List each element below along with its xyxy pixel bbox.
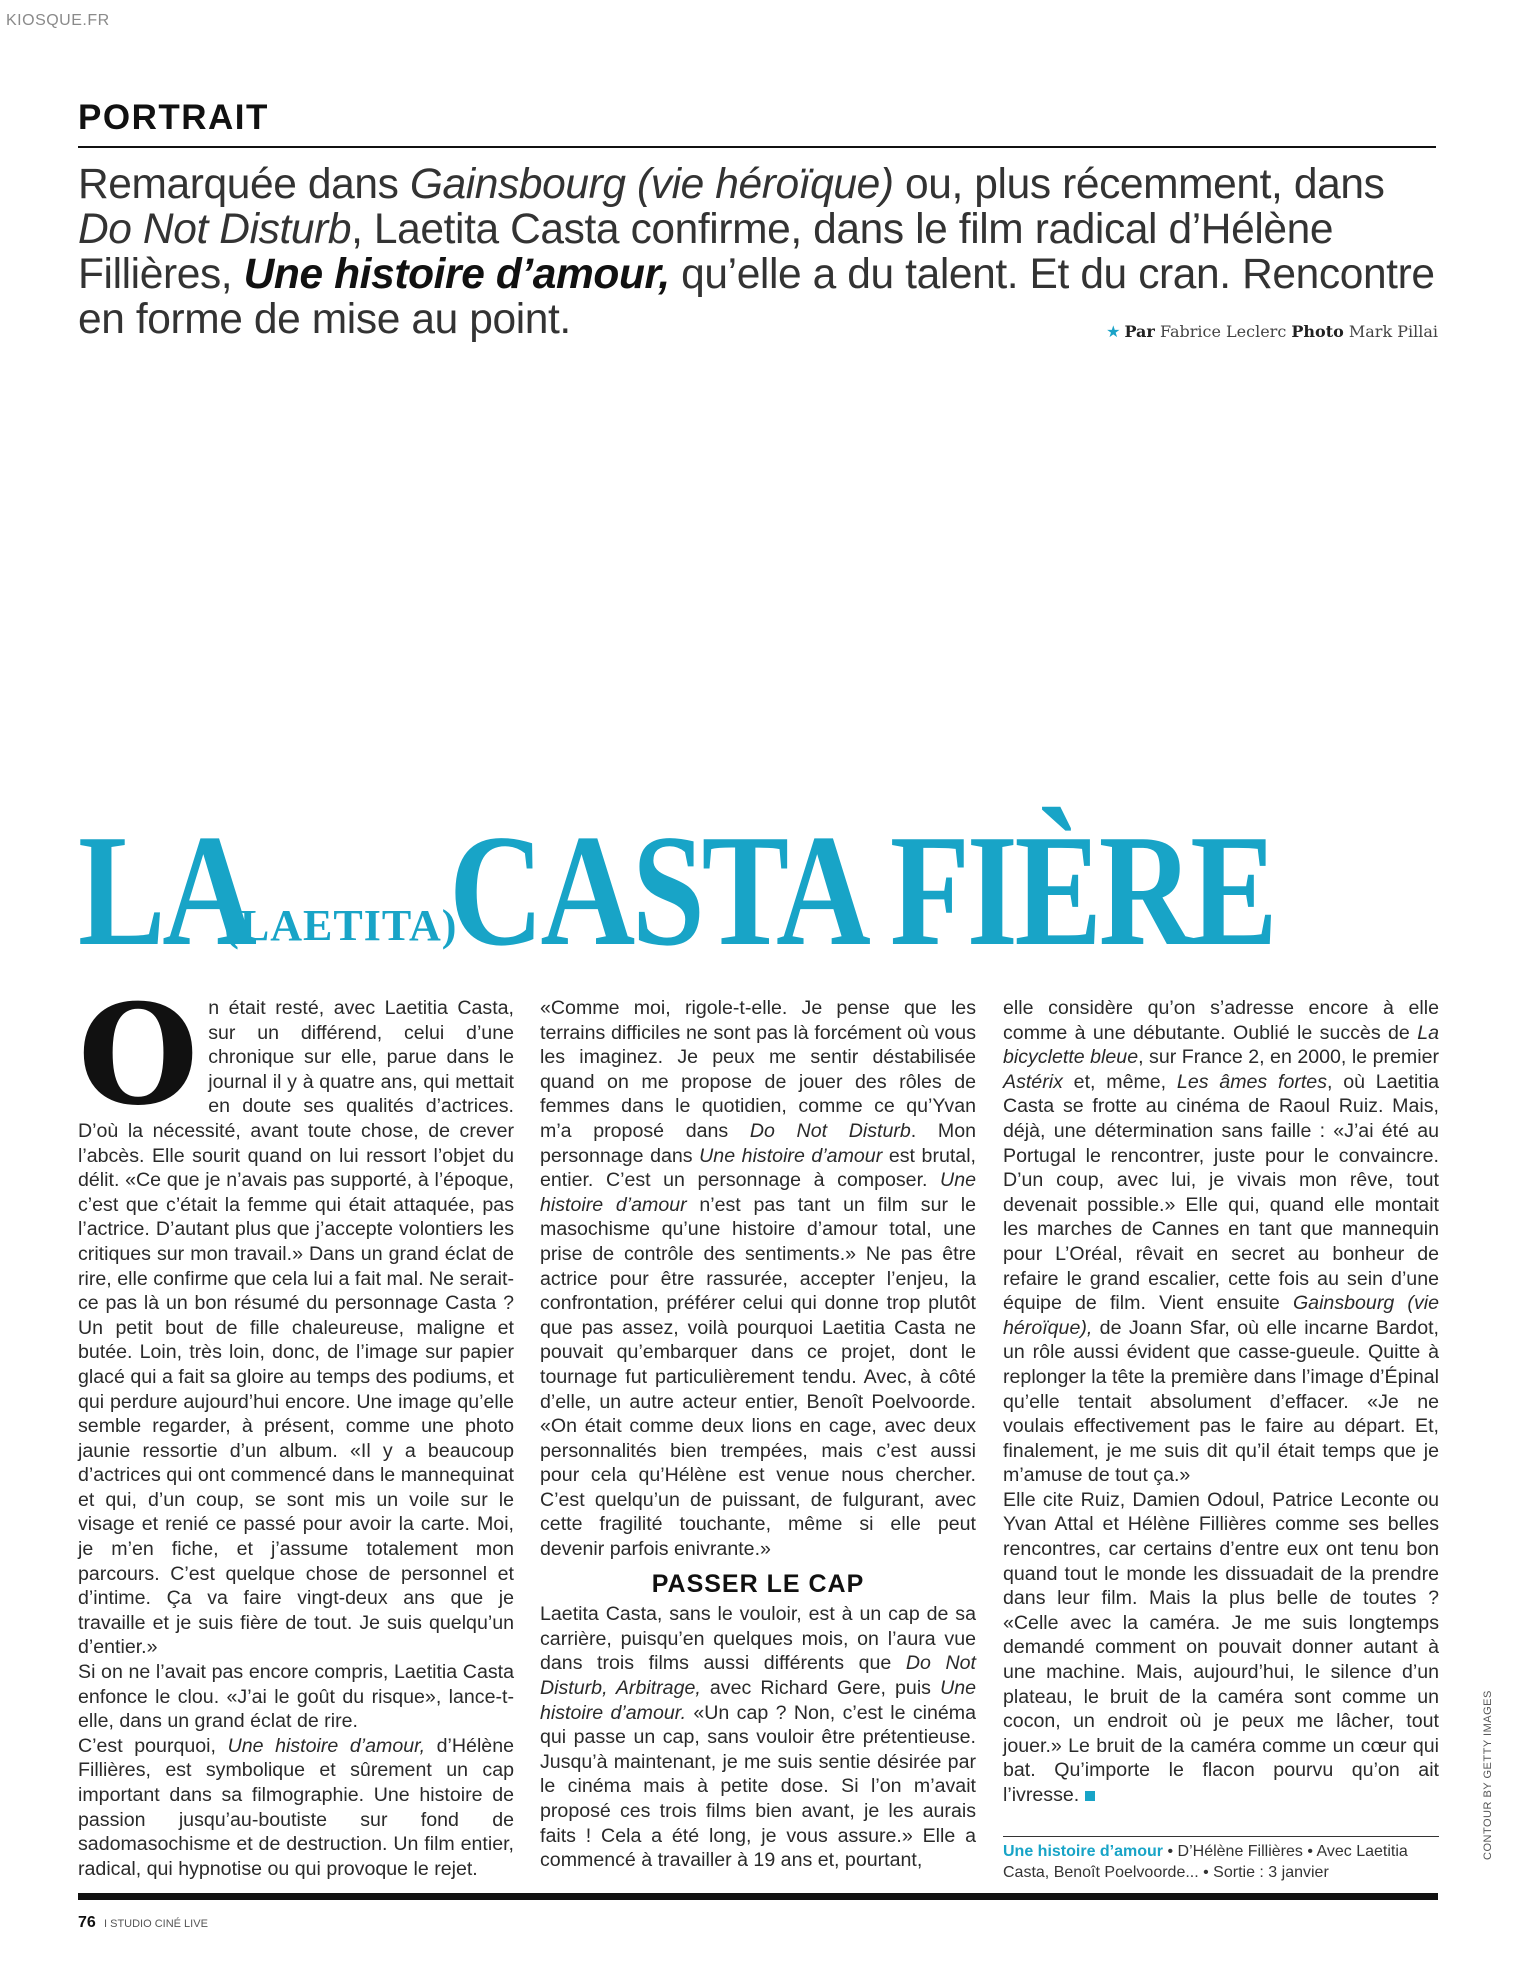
headline-part1: LA [78,801,254,979]
article-column-3: elle considère qu’on s’adresse encore à elle comme à une débutante. Oublié le succès de La bicyclette bleue, sur France 2, en 2000, le premier Astérix et, même, Les âmes fortes, où Laetitia Casta se frotte au cinéma de Raoul Ruiz. Mais, déjà, une détermination sans faille : «J’ai été au Portugal le rencontrer, juste pour le convaincre. D’un coup, avec lui, je vivais mon rêve, tout devenait possible.» Elle qui, quand elle montait les marches de Cannes en tant que mannequin pour L’Oréal, rêvait en secret au bonheur de refaire le grand escalier, cette fois au sein d’une équipe de film. Vient ensuite Gainsbourg (vie héroïque), de Joann Sfar, où elle incarne Bardot, un rôle aussi évident que casse-gueule. Quitte à replonger la tête la première dans l’image d’Épinal qu’elle tentait absolument d’effacer. «Je ne voulais effectivement pas le faire au départ. Et, finalement, je me suis dit qu’il était temps que je m’amuse de tout ça.» Elle cite Ruiz, Damien Odoul, Patrice Leconte ou Yvan Attal et Hélène Fillières comme ses belles rencontres, car certains d’entre eux ont tenu bon quand tout le monde les dissuadait de la prendre dans leur film. Mais la plus belle de toutes ? «Celle avec la caméra. Je me suis longtemps demandé comment on pouvait donner autant à une machine. Mais, aujourd’hui, le silence d’un plateau, le bruit de la caméra sont comme un cocon, un endroit où je peux me lâcher, tout jouer.» Le bruit de la caméra comme un cœur qui bat. Qu’importe le flacon pourvu qu’on ait l’ivresse. [1003,997,1439,1806]
page-number: 76 [78,1914,96,1931]
star-icon: ★ [1106,322,1121,341]
rubric-rule [78,146,1436,148]
headline-small: (LAETITA) [224,901,458,950]
article-column-1: On était resté, avec Laetitia Casta, sur un différend, celui d’une chronique sur elle, parue dans le journal il y à quatre ans, qui mettait en doute ses qualités d’actrices. D’où la nécessité, avant toute chose, de crever l’abcès. Elle sourit quand on lui ressort l’objet du délit. «Ce que je n’avais pas supporté, à l’époque, c’est que c’était la femme qui était attaquée, pas l’actrice. D’autant plus que j’accepte volontiers les critiques sur mon travail.» Dans un grand éclat de rire, elle confirme que cela lui a fait mal. Ne serait-ce pas là un bon résumé du personnage Casta ? Un petit bout de fille chaleureuse, maligne et butée. Loin, très loin, donc, de l’image sur papier glacé qui a fait sa gloire au temps des podiums, et qui perdure aujourd’hui encore. Une image qu’elle semble regarder, à présent, comme une photo jaunie ressortie d’un album. «Il y a beaucoup d’actrices qui ont commencé dans le mannequinat et qui, d’un coup, se sont mis un voile sur le visage et renié ce passé pour avoir la carte. Moi, je m’en fiche, et j’assume totalement mon parcours. C’est quelque chose de personnel et d’intime. Ça va faire vingt-deux ans que je travaille et je suis fière de tout. Je suis quelqu’un d’entier.» Si on ne l’avait pas encore compris, Laetitia Casta enfonce le clou. «J’ai le goût du risque», lance-t-elle, dans un grand éclat de rire. C’est pourquoi, Une histoire d’amour, d’Hélène Fillières, est symbolique et sûrement un cap important dans sa filmographie. Une histoire de passion jusqu’au-boutiste sur fond de sadomasochisme et de destruction. Un film entier, radical, qui hypnotise ou qui provoque le rejet. [78,973,514,1880]
subheading: PASSER LE CAP [651,1569,865,1598]
byline: ★ Par Fabrice Leclerc Photo Mark Pillai [1106,322,1438,341]
footer-rule [78,1893,1438,1900]
drop-cap: O [78,973,199,1136]
publication-name: I STUDIO CINÉ LIVE [104,1918,208,1930]
watermark: KIOSQUE.FR [6,12,110,29]
photo-credit: CONTOUR BY GETTY IMAGES [1482,1690,1494,1860]
standfirst: Remarquée dans Gainsbourg (vie héroïque) ou, plus récemment, dans Do Not Disturb, Laetita Casta confirme, dans le film radical d’Hélène Fillières, Une histoire d’amour, qu’elle a du talent. Et du cran. Rencontre en forme de mise au point. [78,161,1435,343]
headline-part2: CASTA FIÈRE [449,801,1275,979]
end-mark-icon [1085,1791,1095,1801]
headline [78,798,1456,983]
section-rubric: PORTRAIT [78,98,269,137]
film-info: Une histoire d’amour • D’Hélène Fillières • Avec Laetitia Casta, Benoît Poelvoorde... • Sortie : 3 janvier [1003,1843,1408,1881]
article-column-2: «Comme moi, rigole-t-elle. Je pense que les terrains difficiles ne sont pas là forcément où vous les imaginez. Je peux me sentir déstabilisée quand on me propose de jouer des rôles de femmes dans le quotidien, comme ce qu’Yvan m’a proposé dans Do Not Disturb. Mon personnage dans Une histoire d’amour est brutal, entier. C’est un personnage à composer. Une histoire d’amour n’est pas tant un film sur le masochisme qu’une histoire d’amour total, une prise de contrôle des sentiments.» Ne pas être actrice pour être rassurée, accepter l’enjeu, la confrontation, préférer celui qui donne trop plutôt que pas assez, voilà pourquoi Laetitia Casta ne pouvait qu’embarquer dans ce projet, dont le tournage fut particulièrement tendu. Avec, à côté d’elle, un autre acteur entier, Benoît Poelvoorde. «On était comme deux lions en cage, avec deux personnalités bien trempées, mais c’est aussi pour cela qu’Hélène est venue nous chercher. C’est quelqu’un de puissant, de fulgurant, avec cette fragilité touchante, même si elle peut devenir parfois enivrante.» PASSER LE CAP Laetita Casta, sans le vouloir, est à un cap de sa carrière, puisqu’en quelques mois, on l’aura vue dans trois films aussi différents que Do Not Disturb, Arbitrage, avec Richard Gere, puis Une histoire d’amour. «Un cap ? Non, c’est le cinéma qui passe un cap, sans vouloir être prétentieuse. Jusqu’à maintenant, je me suis sentie désirée par le cinéma mais à petite dose. Si l’on m’avait proposé ces trois films bien avant, je les aurais faits ! Cela a été long, je vous assure.» Elle a commencé à travailler à 19 ans et, pourtant, [540,997,977,1872]
info-rule [1003,1836,1439,1837]
